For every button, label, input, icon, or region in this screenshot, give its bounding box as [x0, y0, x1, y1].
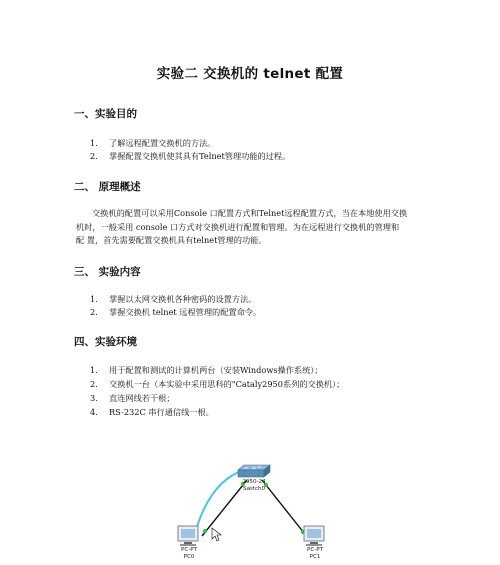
list-item: [90, 150, 290, 162]
network-topology-diagram: [0, 440, 500, 565]
list-number: 4.: [90, 407, 98, 417]
pc1-label: [295, 547, 335, 560]
list-number: 1.: [90, 138, 98, 148]
list-item: [90, 306, 261, 318]
list-item: [90, 406, 214, 418]
list-number: 1.: [90, 294, 98, 304]
list-text: 了解远程配置交换机的方法。: [109, 138, 216, 148]
list-text: 用于配置和测试的计算机两台（安装Windows操作系统）；: [109, 365, 323, 375]
pc-icon: [304, 526, 324, 546]
list-item: [90, 364, 323, 376]
switch-label: [234, 479, 274, 492]
list-text: 掌握配置交换机使其具有Telnet管理功能的过程。: [109, 151, 291, 161]
list-text: 交换机一台（本实验中采用思科的"Cataly2950系列的交换机）；: [109, 379, 345, 389]
list-number: 1.: [90, 365, 98, 375]
pc-icon: [178, 526, 198, 546]
pc0-name: PC0: [183, 553, 195, 560]
paragraph-line: 机时，一般采用 console 口方式对交换机进行配置和管理。为在远程进行交换机的管理和: [76, 221, 400, 232]
list-number: 3.: [90, 393, 98, 403]
list-text: 直连网线若干根；: [109, 393, 175, 403]
cursor-icon: [212, 528, 221, 541]
link-light-icon: [203, 529, 207, 533]
principle-paragraph: [76, 207, 430, 248]
list-text: 掌握以太网交换机各种密码的设置方法。: [109, 294, 257, 304]
list-item: [90, 293, 256, 305]
switch-model: 2950-24: [242, 479, 266, 485]
section-heading-principle: 二、 原理概述: [74, 181, 141, 193]
switch-icon: [238, 465, 270, 477]
pc1-name: PC1: [309, 553, 321, 560]
list-item: [90, 378, 344, 390]
pc1-type: PC-PT: [306, 547, 324, 553]
paragraph-line: 交换机的配置可以采用Console 口配置方式和Telnet远程配置方式，当在本地使用交换: [92, 208, 408, 218]
page-title: 实验二 交换机的 telnet 配置: [156, 66, 344, 82]
paragraph-line: 配 置，首先需要配置交换机具有telnet管理的功能。: [76, 235, 267, 245]
list-number: 2.: [90, 379, 98, 389]
pc0-type: PC-PT: [180, 547, 198, 553]
section-heading-objectives: 一、实验目的: [74, 108, 137, 120]
list-text: 掌握交换机 telnet 远程管理的配置命令。: [109, 307, 262, 317]
list-number: 2.: [90, 307, 98, 317]
list-item: [90, 392, 175, 404]
section-heading-environment: 四、实验环境: [74, 336, 137, 348]
pc0-label: [169, 547, 209, 560]
list-item: [90, 137, 215, 149]
list-number: 2.: [90, 151, 98, 161]
list-text: RS-232C 串行通信线一根。: [109, 407, 214, 417]
section-heading-content: 三、 实验内容: [74, 266, 141, 278]
switch-name: Switch0: [242, 485, 266, 492]
